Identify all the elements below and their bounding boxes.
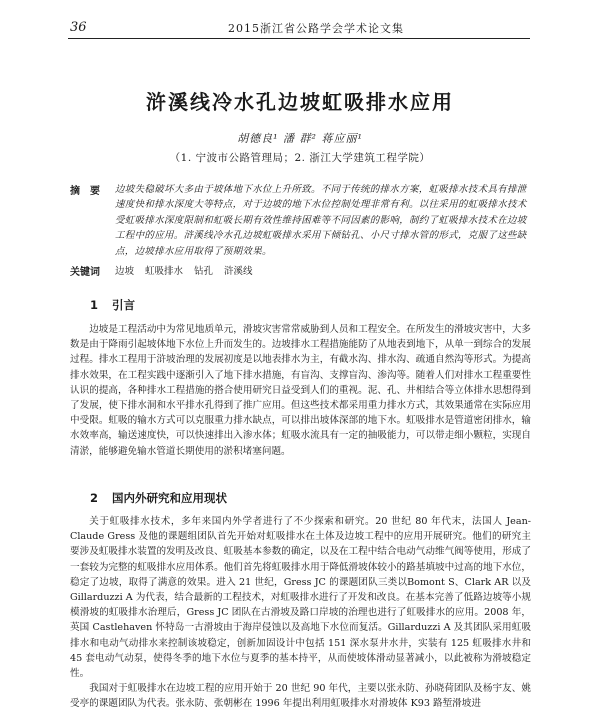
section-heading-status <box>90 490 227 506</box>
author-list: 胡德良¹ 潘 群² 蒋应丽¹ <box>237 132 363 145</box>
running-header-journal: 2015浙江省公路学会学术论文集 <box>228 22 404 35</box>
section-title: 引言 <box>112 298 135 312</box>
keywords-label: 关键词 <box>70 267 100 278</box>
section-number: 1 <box>90 298 99 312</box>
article-title: 浒溪线冷水孔边坡虹吸排水应用 <box>146 90 454 114</box>
abstract-text: 边坡失稳破坏大多由于坡体地下水位上升所致。不同于传统的排水方案，虹吸排水技术具有排泄速度快和排水深度大等特点，对于边坡的地下水位控制处理非常有利。以往采用的虹吸排水技术受虹吸排水深度限制和虹吸长期有效性维持困难等不同因素的影响，制约了虹吸排水技术在边坡工程中的应用。浒溪线冷水孔边坡虹吸排水采用下倾钻孔、小尺寸排水管的形式，克服了这些缺点，边坡排水应用取得了预期效果。 <box>115 184 527 257</box>
body-paragraph: 关于虹吸排水技术，多年来国内外学者进行了不少探索和研究。20 世纪 80 年代末，法国人 Jean-Claude Gress 及他的课题组团队首先开始对虹吸排水在土体及边坡工程中的应用开展研究。他们的研究主要涉及虹吸排水装置的发明及改良、虹吸基本参数的确定，以及在工程中结合电动气动维气阀等使用，形成了一套较为完整的虹吸排水应用体系。他们首先将虹吸排水用于降低滑坡体较小的路基填坡中过高的地下水位，稳定了边坡，取得了满意的效果。进入 21 世纪，Gress JC 的课题团队三类以Bomont S、Clark AR 以及 Gillarduzzi A 为代表，结合最新的工程技术，对虹吸排水进行了开发和改良。在基本完善了低路边坡等小规模滑坡的虹吸排水治理后，Gress JC 团队在古滑坡及路口岸坡的治理也进行了虹吸排水的应用。2008 年，英国 Castlehaven 怀特岛一古滑坡由于海岸侵蚀以及高地下水位而复活。Gillarduzzi A 及其团队采用虹吸排水和电动气动排水来控制该坡稳定，创新加固设计中包括 151 深水泵井水井，实装有 125 虹吸排水井和 45 套电动气动泵，使得冬季的地下水位与夏季的基本持平，从而使坡体滑动显著减小，以此被称为滑坡稳定性。 <box>70 516 531 680</box>
section-number: 2 <box>90 491 99 505</box>
section-body-intro <box>70 322 531 459</box>
section-title: 国内外研究和应用现状 <box>112 491 227 505</box>
body-paragraph: 边坡是工程活动中为常见地质单元，滑坡灾害常常威胁到人员和工程安全。在所发生的滑坡灾害中，大多数是由于降雨引起坡体地下水位上升而发生的。边坡排水工程措施能防了从地表到地下，从单一到综合的发展过程。排水工程用于浒坡治理的发展初度是以地表排水为主，有截水沟、排水沟、疏通自然沟等形式。为提高排水效果，在工程实践中逐渐引入了地下排水措施，有盲沟、支撑盲沟、渗沟等。随着人们对排水工程重要性认识的提高，各种排水工程措施的搭合使用研究日益受到人们的重视。泥、孔、井相结合等立体排水思想得到了发展，使下排水洞和水平排水孔得到了推广应用。但这些技术都采用重力排水方式，其效果通常在实际应用中受限。虹吸的输水方式可以克服重力排水缺点，可以排出坡体深部的地下水。虹吸排水是管道密闭排水，输水效率高，输送速度快，可以快速排出入渗水体；虹吸水流具有一定的抽吸能力，可以带走细小颗粒，实现自清淤，能够避免输水管道长期使用的淤积堵塞问题。 <box>70 324 531 457</box>
section-body-status <box>70 514 531 712</box>
affiliations: （1. 宁波市公路管理局；2. 浙江大学建筑工程学院） <box>169 152 431 164</box>
keywords-text: 边坡 虹吸排水 钻孔 浒溪线 <box>115 266 253 277</box>
abstract-label: 摘 要 <box>70 186 100 197</box>
body-paragraph: 我国对于虹吸排水在边坡工程的应用开始于 20 世纪 90 年代，主要以张永防、孙晓荷团队及杨宇友、姚受亭的课题团队为代表。张永防、张朝彬在 1996 年提出利用虹吸排水对滑坡体 K93 路堑滑坡进 <box>70 683 531 710</box>
header-rule <box>68 38 530 39</box>
page-number: 36 <box>70 20 87 35</box>
section-heading-intro <box>90 297 135 313</box>
